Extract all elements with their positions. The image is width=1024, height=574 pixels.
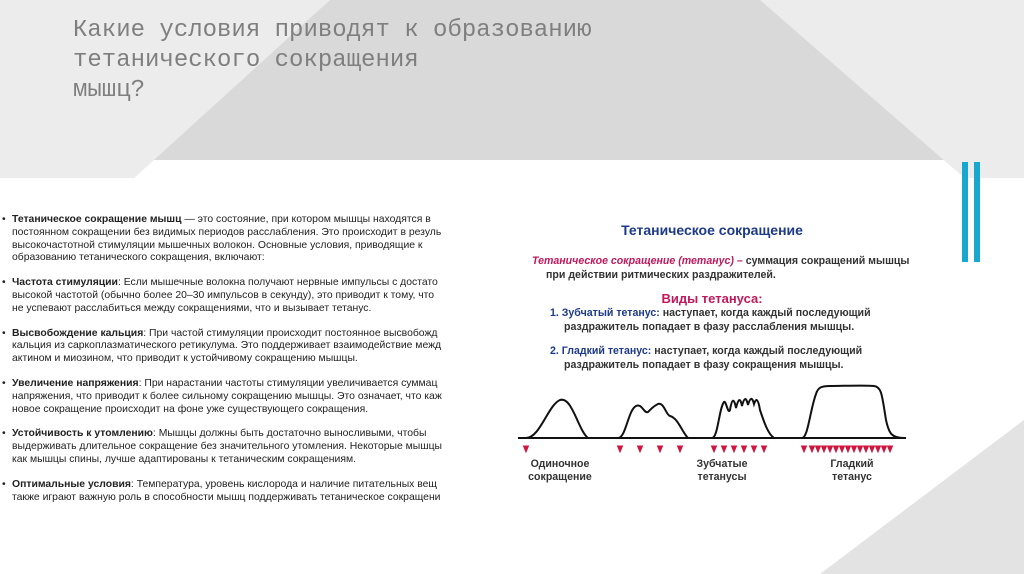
slide-title: Какие условия приводят к образованию тетанического сокращения мышц? <box>73 17 592 104</box>
bullet-list <box>0 214 506 534</box>
caption-serrated: Зубчатые тетанусы <box>696 458 748 483</box>
type-serrated: 1. Зубчатый тетанус: наступает, когда каждый последующий раздражитель попадает в фазу расслабления мышцы. <box>550 307 871 333</box>
stimulus-arrow-icon <box>802 446 807 452</box>
stimulus-arrow-icon <box>864 446 869 452</box>
stimulus-arrow-icon <box>858 446 863 452</box>
stimulus-arrow-icon <box>638 446 643 452</box>
bullet-item: • Высвобождение кальция: При частой стимуляции происходит постоянное высвобожд кальция из саркоплазматического ретикулума. Это поддерживает взаимодействие межд актином и миозином, что приводит к устойчивому сокращению мышцы. <box>12 328 506 366</box>
stimulus-arrow-icon <box>618 446 623 452</box>
stimulus-arrow-icon <box>834 446 839 452</box>
stimulus-arrow-icon <box>846 446 851 452</box>
stimulus-markers <box>524 446 893 452</box>
serrated-tetanus-curve-1 <box>618 404 688 438</box>
bullet-item: • Оптимальные условия: Температура, уровень кислорода и наличие питательных вещ также играют важную роль в способности мышц поддерживать тетаническое сокращени <box>12 479 506 505</box>
serrated-tetanus-curve-2 <box>712 399 774 438</box>
bullet-item: • Увеличение напряжения: При нарастании частоты стимуляции увеличивается суммац напряжения, что приводит к более сильному сокращению мышцы. Это означает, что каж новое сокращение происходит на фоне уже существующего сокращения. <box>12 378 506 416</box>
stimulus-arrow-icon <box>816 446 821 452</box>
stimulus-arrow-icon <box>852 446 857 452</box>
stimulus-arrow-icon <box>882 446 887 452</box>
stimulus-arrow-icon <box>870 446 875 452</box>
stimulus-arrow-icon <box>828 446 833 452</box>
stimulus-arrow-icon <box>752 446 757 452</box>
stimulus-arrow-icon <box>712 446 717 452</box>
stimulus-arrow-icon <box>678 446 683 452</box>
stimulus-arrow-icon <box>732 446 737 452</box>
bullet-item: • Тетаническое сокращение мышц — это состояние, при котором мышцы находятся в постоянном сокращении без видимых периодов расслабления. Это происходит в резуль высокочастотной стимуляции мышечных волокон. Основные условия, приводящие к образованию тетанического сокращения, включают: <box>12 214 506 265</box>
types-heading: Виды тетануса: <box>661 291 763 306</box>
type-smooth: 2. Гладкий тетанус: наступает, когда каждый последующий раздражитель попадает в фазу сокращения мышцы. <box>550 345 863 371</box>
bullet-item: • Устойчивость к утомлению: Мышцы должны быть достаточно выносливыми, чтобы выдерживать длительное сокращение без значительного утомления. Некоторые мышцы как мышцы спины, лучше адаптированы к тетаническим сокращениям. <box>12 428 506 466</box>
stimulus-arrow-icon <box>742 446 747 452</box>
stimulus-arrow-icon <box>876 446 881 452</box>
stimulus-arrow-icon <box>840 446 845 452</box>
caption-single: Одиночное сокращение <box>528 458 592 483</box>
stimulus-arrow-icon <box>810 446 815 452</box>
caption-smooth: Гладкий тетанус <box>830 458 874 483</box>
stimulus-arrow-icon <box>658 446 663 452</box>
contraction-graph <box>512 210 912 500</box>
figure-title: Тетаническое сокращение <box>621 222 803 238</box>
stimulus-arrow-icon <box>822 446 827 452</box>
single-twitch-curve <box>526 400 588 438</box>
tetanus-figure <box>512 210 912 500</box>
bullet-item: • Частота стимуляции: Если мышечные волокна получают нервные импульсы с достато высокой частотой (обычно более 20–30 импульсов в секунду), это приводит к тому, что не успевают расслабиться между сокращениями, что и вызывает тетанус. <box>12 277 506 315</box>
figure-definition: Тетаническое сокращение (тетанус) – суммация сокращений мышцы при действии ритмических раздражителей. <box>532 255 910 281</box>
smooth-tetanus-curve <box>802 386 904 438</box>
stimulus-arrow-icon <box>888 446 893 452</box>
stimulus-arrow-icon <box>524 446 529 452</box>
stimulus-arrow-icon <box>722 446 727 452</box>
stimulus-arrow-icon <box>762 446 767 452</box>
